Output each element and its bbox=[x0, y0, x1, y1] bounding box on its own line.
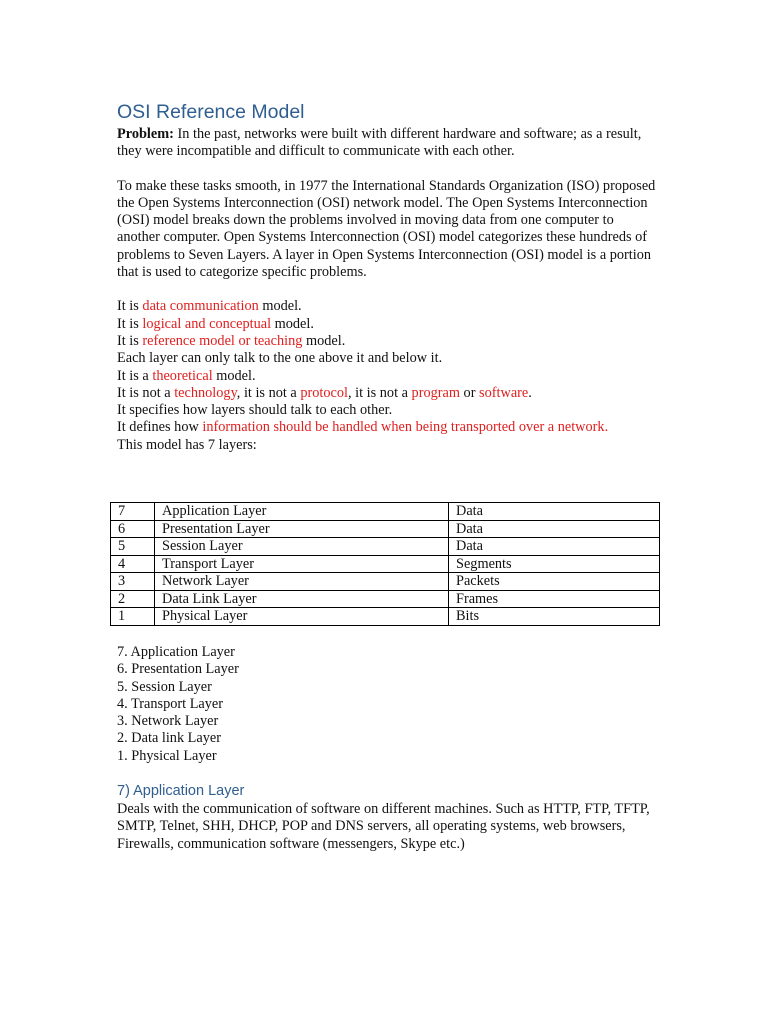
fact-text: It is bbox=[117, 298, 143, 315]
layer-name-cell: Data Link Layer bbox=[155, 590, 449, 608]
table-row bbox=[111, 538, 660, 556]
fact-highlight: protocol bbox=[300, 384, 348, 401]
fact-text: It defines how bbox=[117, 419, 203, 436]
problem-paragraph bbox=[117, 126, 657, 161]
table-row bbox=[111, 590, 660, 608]
layer-number-cell: 3 bbox=[111, 573, 155, 591]
fact-line-5 bbox=[117, 368, 657, 385]
fact-line-7: It specifies how layers should talk to each other. bbox=[117, 402, 393, 419]
layer-name-cell: Network Layer bbox=[155, 573, 449, 591]
layer-unit-cell: Bits bbox=[449, 608, 660, 626]
table-row bbox=[111, 608, 660, 626]
section-body: Deals with the communication of software on different machines. Such as HTTP, FTP, TFTP, SMTP, Telnet, SHH, DHCP, POP and DNS servers, all operating systems, web browsers, Firewalls, communication software (messengers, Skype etc.) bbox=[117, 801, 650, 852]
problem-text: In the past, networks were built with different hardware and software; as a result, they were incompatible and difficult to communicate with each other. bbox=[117, 126, 642, 160]
fact-highlight: reference model or teaching bbox=[142, 332, 303, 349]
fact-text: model. bbox=[271, 315, 314, 332]
list-item: 5. Session Layer bbox=[117, 678, 212, 695]
page-title: OSI Reference Model bbox=[117, 101, 305, 123]
fact-highlight: technology bbox=[174, 384, 237, 401]
layer-name-cell: Session Layer bbox=[155, 538, 449, 556]
fact-highlight: theoretical bbox=[152, 367, 213, 384]
table-row bbox=[111, 520, 660, 538]
table-row bbox=[111, 503, 660, 521]
fact-text: model. bbox=[258, 298, 302, 315]
fact-text: model. bbox=[302, 332, 346, 349]
list-item: 6. Presentation Layer bbox=[117, 661, 239, 678]
fact-line-6 bbox=[117, 385, 657, 402]
list-item: 2. Data link Layer bbox=[117, 730, 222, 747]
fact-text: It is not a bbox=[117, 384, 175, 401]
fact-highlight: software bbox=[479, 384, 529, 401]
layer-number-cell: 6 bbox=[111, 520, 155, 538]
layer-number-cell: 4 bbox=[111, 555, 155, 573]
layer-number-cell: 7 bbox=[111, 503, 155, 521]
fact-line-8 bbox=[117, 419, 657, 436]
layer-unit-cell: Frames bbox=[449, 590, 660, 608]
layers-list bbox=[117, 644, 239, 765]
fact-text: , it is not a bbox=[348, 384, 412, 401]
layer-name-cell: Transport Layer bbox=[155, 555, 449, 573]
table-row bbox=[111, 573, 660, 591]
fact-text: model. bbox=[212, 367, 256, 384]
spacer bbox=[117, 281, 657, 298]
list-item: 4. Transport Layer bbox=[117, 695, 224, 712]
layer-number-cell: 2 bbox=[111, 590, 155, 608]
problem-label: Problem: bbox=[117, 126, 174, 142]
list-item: 1. Physical Layer bbox=[117, 747, 217, 764]
fact-text: It is a bbox=[117, 367, 153, 384]
section-heading: 7) Application Layer bbox=[117, 783, 245, 799]
top-block bbox=[117, 100, 657, 454]
layer-number-cell: 5 bbox=[111, 538, 155, 556]
list-item: 3. Network Layer bbox=[117, 713, 219, 730]
fact-text: . bbox=[528, 384, 532, 401]
layers-table bbox=[110, 502, 660, 626]
fact-line-9: This model has 7 layers: bbox=[117, 436, 257, 453]
fact-text: It is bbox=[117, 315, 143, 332]
fact-text: It is bbox=[117, 332, 143, 349]
layer-unit-cell: Packets bbox=[449, 573, 660, 591]
layer-unit-cell: Data bbox=[449, 503, 660, 521]
layer-unit-cell: Data bbox=[449, 520, 660, 538]
intro-paragraph: To make these tasks smooth, in 1977 the International Standards Organization (ISO) proposed the Open Systems Interconnection (OSI) network model. The Open Systems Interconnection (OSI) model breaks down the problems involved in moving data from one computer to another computer. Open Systems Interconnection (OSI) model categorizes these hundreds of problems to Seven Layers. A layer in Open Systems Interconnection (OSI) model is a portion that is used to categorize specific problems. bbox=[117, 177, 656, 281]
layer-unit-cell: Segments bbox=[449, 555, 660, 573]
fact-highlight: program bbox=[411, 384, 460, 401]
fact-text: or bbox=[459, 384, 480, 401]
fact-text: , it is not a bbox=[236, 384, 301, 401]
fact-line-3 bbox=[117, 333, 657, 350]
layer-number-cell: 1 bbox=[111, 608, 155, 626]
fact-line-2 bbox=[117, 316, 657, 333]
list-item: 7. Application Layer bbox=[117, 644, 235, 660]
layer-name-cell: Presentation Layer bbox=[155, 520, 449, 538]
fact-highlight: logical and conceptual bbox=[142, 315, 272, 332]
table-row bbox=[111, 555, 660, 573]
layer-unit-cell: Data bbox=[449, 538, 660, 556]
fact-highlight: data communication bbox=[142, 298, 259, 315]
layer-name-cell: Physical Layer bbox=[155, 608, 449, 626]
layer-name-cell: Application Layer bbox=[155, 503, 449, 521]
spacer bbox=[117, 161, 657, 178]
fact-highlight: information should be handled when being transported over a network. bbox=[202, 419, 609, 436]
fact-line-1 bbox=[117, 298, 657, 315]
fact-line-4: Each layer can only talk to the one above it and below it. bbox=[117, 350, 443, 367]
